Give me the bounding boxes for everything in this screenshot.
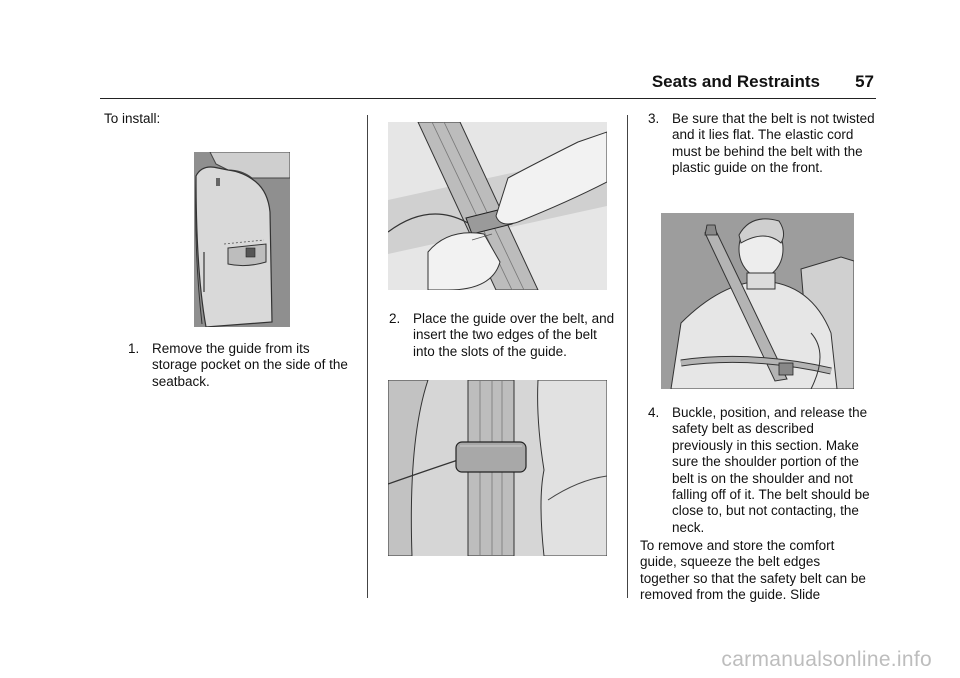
- column-divider-left: [367, 115, 368, 598]
- removal-paragraph: To remove and store the comfort guide, squeeze the belt edges together so that the safety belt can be removed from the guide. Slide: [640, 538, 866, 603]
- column-divider-right: [627, 115, 628, 598]
- illustration-seatback-pocket: [194, 152, 290, 327]
- section-title: Seats and Restraints: [651, 72, 820, 91]
- illustration-person-with-belt: [661, 213, 854, 389]
- illustration-placing-guide: [388, 122, 607, 290]
- step-2-text: Place the guide over the belt, and insert the two edges of the belt into the slots of the guide.: [413, 311, 615, 359]
- page-number: 57: [855, 72, 874, 91]
- step-3-text: Be sure that the belt is not twisted and it lies flat. The elastic cord must be behind the belt with the plastic guide on the front.: [672, 111, 875, 176]
- intro-text: To install:: [104, 111, 161, 126]
- step-2-number: 2.: [389, 311, 401, 326]
- watermark: carmanualsonline.info: [721, 648, 932, 671]
- step-1-text: Remove the guide from its storage pocket on the side of the seatback.: [152, 341, 348, 389]
- page-header: [100, 72, 876, 99]
- step-4-text: Buckle, position, and release the safety belt as described previously in this section. Make sure the shoulder portion of the belt is on the shoulder and not falling off of it. The belt should be close to, but not contacting, the neck.: [672, 405, 870, 535]
- step-1-number: 1.: [128, 341, 140, 356]
- step-4-number: 4.: [648, 405, 660, 420]
- step-3-number: 3.: [648, 111, 660, 126]
- illustration-guide-on-belt: [388, 380, 607, 556]
